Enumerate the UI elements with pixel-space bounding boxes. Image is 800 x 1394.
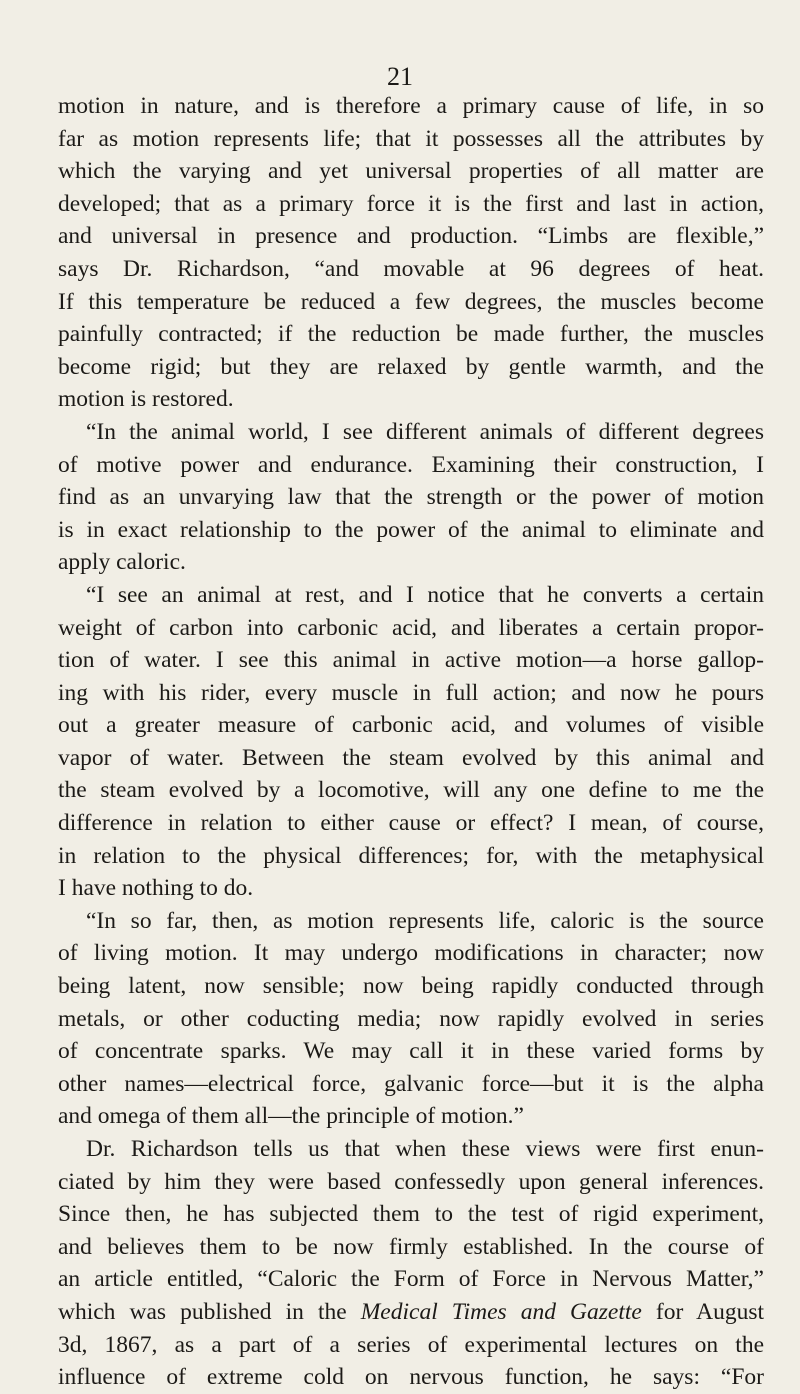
text-line: and omega of them all—the principle of motion.”	[58, 1103, 524, 1130]
text-line: apply caloric.	[58, 549, 186, 576]
text-line: I have nothing to do.	[58, 875, 254, 902]
text-line: being latent, now sensible; now being rapidly conducted through	[58, 973, 764, 1000]
text-line: ciated by him they were based confessedly upon general inferences.	[58, 1168, 764, 1195]
text-line: find as an unvarying law that the strength or the power of motion	[58, 484, 764, 511]
text-line: 3d, 1867, as a part of a series of experimental lectures on the	[58, 1331, 764, 1358]
text-line: other names—electrical force, galvanic force—but it is the alpha	[58, 1070, 764, 1097]
text-line: of motive power and endurance. Examining their construction, I	[58, 451, 764, 478]
text-line: Dr. Richardson tells us that when these views were first enun-	[86, 1136, 764, 1162]
body-text	[58, 90, 764, 1394]
text-segment: for August	[641, 1298, 764, 1325]
text-line: and believes them to be now firmly established. In the course of	[58, 1233, 764, 1260]
text-line: of concentrate sparks. We may call it in these varied forms by	[58, 1038, 764, 1065]
text-line: influence of extreme cold on nervous function, he says: “For	[58, 1364, 764, 1391]
text-line: tion of water. I see this animal in active motion—a horse gallop-	[58, 647, 764, 674]
text-line: painfully contracted; if the reduction be made further, the muscles	[58, 321, 764, 348]
text-line: far as motion represents life; that it possesses all the attributes by	[58, 125, 764, 152]
text-segment: which was published in the	[58, 1298, 361, 1325]
text-line: is in exact relationship to the power of the animal to eliminate and	[58, 516, 764, 543]
text-line: motion is restored.	[58, 386, 234, 413]
text-line: the steam evolved by a locomotive, will any one define to me the	[58, 777, 764, 804]
text-line: If this temperature be reduced a few degrees, the muscles become	[58, 288, 764, 315]
page-number: 21	[387, 62, 413, 91]
text-line	[58, 1296, 764, 1329]
text-line: metals, or other coducting media; now rapidly evolved in series	[58, 1005, 764, 1032]
text-line: developed; that as a primary force it is the first and last in action,	[58, 190, 764, 217]
text-line: “I see an animal at rest, and I notice that he converts a certain	[86, 581, 764, 608]
text-line: which the varying and yet universal properties of all matter are	[58, 158, 764, 185]
text-line: become rigid; but they are relaxed by gentle warmth, and the	[58, 353, 764, 380]
text-line: weight of carbon into carbonic acid, and liberates a certain propor-	[58, 614, 764, 641]
text-line: “In the animal world, I see different animals of different degrees	[86, 418, 764, 445]
text-line: motion in nature, and is therefore a primary cause of life, in so	[58, 93, 764, 119]
journal-title: Medical Times and Gazette	[360, 1298, 642, 1325]
text-line: of living motion. It may undergo modifications in character; now	[58, 940, 764, 967]
text-line: and universal in presence and production. “Limbs are flexible,”	[58, 223, 764, 250]
text-line: ing with his rider, every muscle in full action; and now he pours	[58, 679, 764, 706]
text-line: vapor of water. Between the steam evolved by this animal and	[58, 744, 764, 771]
text-line: difference in relation to either cause or effect? I mean, of course,	[58, 810, 764, 837]
text-line: “In so far, then, as motion represents life, caloric is the source	[86, 907, 764, 934]
text-line: in relation to the physical differences; for, with the metaphysical	[58, 842, 764, 869]
text-line: out a greater measure of carbonic acid, and volumes of visible	[58, 712, 764, 739]
text-line: says Dr. Richardson, “and movable at 96 degrees of heat.	[58, 255, 764, 282]
text-line: Since then, he has subjected them to the test of rigid experiment,	[58, 1201, 764, 1228]
text-line: an article entitled, “Caloric the Form of Force in Nervous Matter,”	[58, 1266, 764, 1293]
